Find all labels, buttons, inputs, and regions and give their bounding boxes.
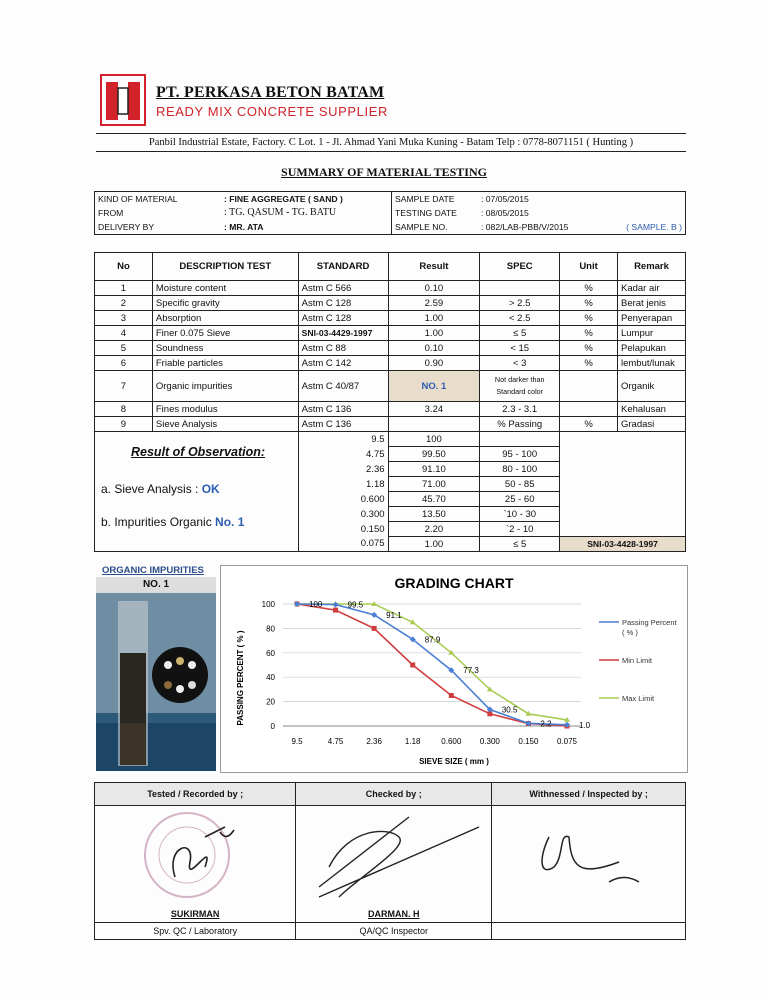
- delivery-label: DELIVERY BY: [95, 220, 222, 235]
- data-point: [372, 626, 377, 631]
- sieve-spec: 25 - 60: [480, 492, 560, 507]
- delivery-value: : MR. ATA: [221, 220, 392, 235]
- cell-result: 2.59: [388, 296, 480, 311]
- observation-sieve-label: a. Sieve Analysis :: [101, 482, 202, 496]
- sieve-empty-cell: [560, 432, 686, 537]
- x-tick-label: 0.150: [518, 737, 539, 746]
- table-row: [95, 356, 686, 371]
- cell-desc: Organic impurities: [152, 371, 298, 402]
- chart-title: GRADING CHART: [394, 575, 514, 591]
- company-tagline: READY MIX CONCRETE SUPPLIER: [156, 104, 388, 119]
- y-tick-label: 100: [261, 600, 275, 609]
- sig-title-checked: QA/QC Inspector: [296, 923, 492, 940]
- x-tick-label: 0.075: [556, 737, 578, 746]
- table-row: [95, 296, 686, 311]
- data-label: 99.5: [347, 600, 364, 610]
- cell-remark: Lumpur: [617, 326, 685, 341]
- observation-sieve-value: OK: [201, 482, 220, 496]
- cell-remark: lembut/lunak: [617, 356, 685, 371]
- cell-spec: % Passing: [480, 417, 560, 432]
- signature-table: [94, 782, 686, 940]
- cell-std: Astm C 128: [298, 311, 388, 326]
- cell-spec: 2.3 - 3.1: [480, 402, 560, 417]
- sieve-size: 0.075: [298, 537, 388, 552]
- sig-cell-witnessed: [492, 806, 686, 907]
- sig-name-witnessed: [492, 906, 686, 923]
- sieve-row: [95, 432, 686, 447]
- sample-date-value: : 07/05/2015: [478, 192, 686, 207]
- series-line: [297, 604, 567, 729]
- organic-test-photo: [96, 593, 216, 771]
- data-label: 2.2: [540, 719, 552, 729]
- x-tick-label: 4.75: [327, 737, 344, 746]
- sig-title-tested: Spv. QC / Laboratory: [95, 923, 296, 940]
- cell-spec: < 2.5: [480, 311, 560, 326]
- sample-tag: ( SAMPLE. B ): [604, 220, 686, 235]
- cell-spec: < 15: [480, 341, 560, 356]
- kind-value: : FINE AGGREGATE ( SAND ): [221, 192, 392, 207]
- data-point: [410, 663, 415, 668]
- observation-sieve: [101, 483, 292, 496]
- table-header-row: [95, 253, 686, 281]
- observation-block: [95, 432, 299, 552]
- cell-spec: ≤ 5: [480, 326, 560, 341]
- legend-label: Passing Percent: [622, 618, 677, 627]
- table-row: [95, 281, 686, 296]
- cell-remark: Penyerapan: [617, 311, 685, 326]
- data-label: 100: [309, 600, 323, 609]
- series-line: [297, 604, 567, 720]
- x-tick-label: 0.600: [441, 737, 462, 746]
- cell-result: 1.00: [388, 311, 480, 326]
- data-point: [333, 602, 339, 608]
- cell-spec: [480, 371, 560, 402]
- chart-ylabel: PASSING PERCENT ( % ): [236, 630, 245, 726]
- table-row: [95, 341, 686, 356]
- cell-remark: Gradasi: [617, 417, 685, 432]
- table-row: [95, 417, 686, 432]
- cell-desc: Absorption: [152, 311, 298, 326]
- cell-unit: [560, 371, 618, 402]
- table-row: [95, 311, 686, 326]
- data-label: 30.5: [501, 705, 518, 715]
- header-standard: STANDARD: [298, 253, 388, 281]
- data-label: 91.1: [386, 610, 402, 620]
- sieve-spec: `2 - 10: [480, 522, 560, 537]
- series-line: [297, 604, 567, 725]
- sieve-size: 1.18: [298, 477, 388, 492]
- sig-header-tested: Tested / Recorded by ;: [95, 783, 296, 806]
- cell-remark: Kehalusan: [617, 402, 685, 417]
- cell-std: SNI-03-4429-1997: [298, 326, 388, 341]
- cell-unit: [560, 402, 618, 417]
- sieve-size: 9.5: [298, 432, 388, 447]
- data-point: [333, 608, 338, 613]
- header-unit: Unit: [560, 253, 618, 281]
- sieve-passing: 2.20: [388, 522, 480, 537]
- organic-panel-no: NO. 1: [96, 577, 216, 593]
- sig-title-witnessed: [492, 923, 686, 940]
- sieve-size: 2.36: [298, 462, 388, 477]
- sieve-size: 4.75: [298, 447, 388, 462]
- data-label: 87.9: [424, 635, 441, 645]
- cell-desc: Sieve Analysis: [152, 417, 298, 432]
- sample-no-label: SAMPLE NO.: [392, 220, 479, 235]
- y-tick-label: 20: [266, 697, 275, 707]
- document-title: SUMMARY OF MATERIAL TESTING: [281, 165, 487, 179]
- company-address: Panbil Industrial Estate, Factory. C Lot. 1 - Jl. Ahmad Yani Muka Kuning - Batam Telp : 0778-8071151 ( Hunting ): [96, 133, 686, 152]
- from-label: FROM: [95, 206, 222, 220]
- company-logo: [100, 74, 146, 126]
- sieve-spec: ≤ 5: [480, 537, 560, 552]
- sig-header-witnessed: Withnessed / Inspected by ;: [492, 783, 686, 806]
- table-row: [95, 402, 686, 417]
- table-row-organic: [95, 371, 686, 402]
- sample-date-label: SAMPLE DATE: [392, 192, 479, 207]
- cell-desc: Specific gravity: [152, 296, 298, 311]
- sieve-size: 0.600: [298, 492, 388, 507]
- sieve-passing: 13.50: [388, 507, 480, 522]
- cell-result: [388, 417, 480, 432]
- cell-std: Astm C 40/87: [298, 371, 388, 402]
- cell-desc: Finer 0.075 Sieve: [152, 326, 298, 341]
- cell-desc: Moisture content: [152, 281, 298, 296]
- stamp-and-signature: [135, 807, 255, 903]
- sieve-passing: 45.70: [388, 492, 480, 507]
- cell-result: 3.24: [388, 402, 480, 417]
- cell-std: Astm C 136: [298, 402, 388, 417]
- x-tick-label: 9.5: [291, 737, 303, 746]
- x-tick-label: 2.36: [366, 737, 382, 746]
- sieve-spec: 95 - 100: [480, 447, 560, 462]
- kind-label: KIND OF MATERIAL: [95, 192, 222, 207]
- cell-std: Astm C 142: [298, 356, 388, 371]
- header-spec: SPEC: [480, 253, 560, 281]
- cell-result: 1.00: [388, 326, 480, 341]
- cell-remark: Kadar air: [617, 281, 685, 296]
- cell-std: Astm C 136: [298, 417, 388, 432]
- company-name: PT. PERKASA BETON BATAM: [156, 84, 385, 101]
- cell-no: 5: [95, 341, 153, 356]
- cell-spec: < 3: [480, 356, 560, 371]
- cell-unit: %: [560, 296, 618, 311]
- table-row: [95, 326, 686, 341]
- signature-witnessed: [509, 807, 669, 903]
- sig-cell-checked: [296, 806, 492, 907]
- cell-unit: %: [560, 341, 618, 356]
- cell-result: 0.90: [388, 356, 480, 371]
- cell-spec: [480, 281, 560, 296]
- info-table: [94, 191, 686, 235]
- cell-desc: Soundness: [152, 341, 298, 356]
- sieve-spec: 80 - 100: [480, 462, 560, 477]
- cell-unit: %: [560, 281, 618, 296]
- cell-std: Astm C 88: [298, 341, 388, 356]
- legend-label-line2: ( % ): [622, 628, 638, 637]
- cell-result: 0.10: [388, 281, 480, 296]
- test-results-table: [94, 252, 686, 552]
- cell-no: 4: [95, 326, 153, 341]
- organic-panel-title: ORGANIC IMPURITIES: [102, 565, 204, 576]
- cell-desc: Friable particles: [152, 356, 298, 371]
- cell-std: Astm C 128: [298, 296, 388, 311]
- data-label: 1.0: [579, 720, 591, 730]
- header-no: No: [95, 253, 153, 281]
- y-tick-label: 0: [270, 722, 275, 731]
- observation-title: Result of Observation:: [131, 445, 266, 459]
- testing-date-label: TESTING DATE: [392, 206, 479, 220]
- sieve-passing: 91.10: [388, 462, 480, 477]
- data-point: [449, 693, 454, 698]
- header-remark: Remark: [617, 253, 685, 281]
- cell-no: 1: [95, 281, 153, 296]
- observation-imp-label: b. Impurities Organic: [101, 515, 216, 529]
- sig-cell-tested: [95, 806, 296, 907]
- cell-no: 7: [95, 371, 153, 402]
- header-result: Result: [388, 253, 480, 281]
- observation-impurities: [101, 516, 292, 529]
- spec-line-1: Not darker than: [494, 375, 545, 384]
- legend-label: Max Limit: [622, 694, 655, 703]
- cell-unit: %: [560, 311, 618, 326]
- header-description: DESCRIPTION TEST: [152, 253, 298, 281]
- signature-checked: [299, 807, 489, 903]
- y-tick-label: 40: [266, 673, 275, 683]
- cell-unit: %: [560, 356, 618, 371]
- testing-date-value: : 08/05/2015: [478, 206, 686, 220]
- x-tick-label: 1.18: [404, 737, 421, 746]
- cell-spec: > 2.5: [480, 296, 560, 311]
- sieve-spec: 50 - 85: [480, 477, 560, 492]
- sample-no-value: : 082/LAB-PBB/V/2015: [478, 220, 604, 235]
- legend-label: Min Limit: [622, 656, 653, 665]
- cell-no: 6: [95, 356, 153, 371]
- sieve-standard: SNI-03-4428-1997: [560, 537, 686, 552]
- cell-std: Astm C 566: [298, 281, 388, 296]
- sig-header-checked: Checked by ;: [296, 783, 492, 806]
- y-tick-label: 60: [266, 648, 275, 658]
- chart-xlabel: SIEVE SIZE ( mm ): [419, 757, 489, 766]
- cell-no: 3: [95, 311, 153, 326]
- cell-remark: Organik: [617, 371, 685, 402]
- sig-name-tested: SUKIRMAN: [95, 906, 296, 923]
- cell-remark: Berat jenis: [617, 296, 685, 311]
- cell-unit: %: [560, 417, 618, 432]
- spec-line-2: Standard color: [496, 387, 544, 396]
- cell-no: 8: [95, 402, 153, 417]
- cell-result: NO. 1: [388, 371, 480, 402]
- sieve-passing: 99.50: [388, 447, 480, 462]
- sieve-passing: 100: [388, 432, 480, 447]
- grading-chart: [220, 565, 688, 773]
- cell-no: 2: [95, 296, 153, 311]
- sieve-passing: 71.00: [388, 477, 480, 492]
- sieve-passing: 1.00: [388, 537, 480, 552]
- data-label: 77.3: [463, 666, 479, 676]
- from-value: : TG. QASUM - TG. BATU: [224, 207, 337, 218]
- cell-desc: Fines modulus: [152, 402, 298, 417]
- sieve-size: 0.300: [298, 507, 388, 522]
- sieve-size: 0.150: [298, 522, 388, 537]
- grading-chart-svg: [221, 566, 687, 772]
- cell-result: 0.10: [388, 341, 480, 356]
- sieve-spec: [480, 432, 560, 447]
- y-tick-label: 80: [266, 624, 275, 634]
- observation-imp-value: No. 1: [215, 515, 245, 529]
- cell-no: 9: [95, 417, 153, 432]
- x-tick-label: 0.300: [479, 737, 500, 746]
- cell-unit: %: [560, 326, 618, 341]
- sieve-spec: `10 - 30: [480, 507, 560, 522]
- sig-name-checked: DARMAN. H: [296, 906, 492, 923]
- cell-remark: Pelapukan: [617, 341, 685, 356]
